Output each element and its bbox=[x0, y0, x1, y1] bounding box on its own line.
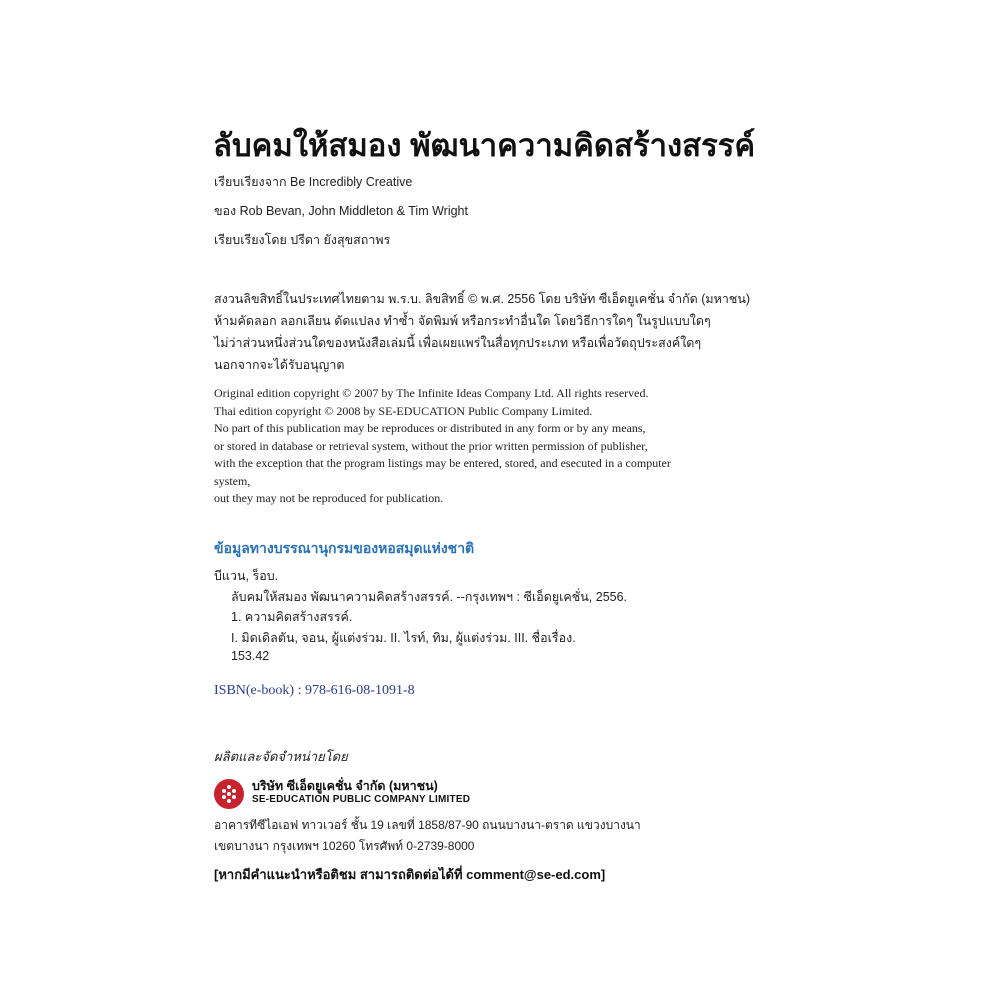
compiled-by: เรียบเรียงโดย ปรีดา ยังสุขสถาพร bbox=[214, 233, 391, 247]
publisher-name-thai: บริษัท ซีเอ็ดยูเคชั่น จำกัด (มหาชน) bbox=[252, 779, 438, 793]
thai-copyright-line: สงวนลิขสิทธิ์ในประเทศไทยตาม พ.ร.บ. ลิขสิทธิ์ © พ.ศ. 2556 โดย บริษัท ซีเอ็ดยูเคชั่น จำกัด (มหาชน) bbox=[214, 292, 751, 306]
thai-copyright-line: ไม่ว่าส่วนหนึ่งส่วนใดของหนังสือเล่มนี้ เพื่อเผยแพร่ในสื่อทุกประเภท หรือเพื่อวัตถุประสงค์ใดๆ bbox=[214, 336, 702, 350]
english-copyright-line: out they may not be reproduced for publication. bbox=[214, 491, 444, 505]
feedback-contact: [หากมีคำแนะนำหรือติชม สามารถติดต่อได้ที่ comment@se-ed.com] bbox=[214, 867, 606, 882]
isbn: ISBN(e-book) : 978-616-08-1091-8 bbox=[214, 683, 415, 698]
adapted-from: เรียบเรียงจาก Be Incredibly Creative bbox=[214, 175, 413, 189]
english-copyright-line: No part of this publication may be reproduces or distributed in any form or by any means, bbox=[214, 421, 646, 435]
cip-added-entries: I. มิดเดิลตัน, จอน, ผู้แต่งร่วม. II. ไรท์, ทิม, ผู้แต่งร่วม. III. ชื่อเรื่อง. bbox=[231, 631, 576, 645]
thai-copyright-notice bbox=[214, 288, 750, 376]
thai-copyright-line: ห้ามคัดลอก ลอกเลียน ดัดแปลง ทำซ้ำ จัดพิมพ์ หรือกระทำอื่นใด โดยวิธีการใดๆ ในรูปแบบใดๆ bbox=[214, 314, 711, 328]
english-copyright-line: system, bbox=[214, 473, 251, 488]
publisher-address-line-1: อาคารทีซีไอเอฟ ทาวเวอร์ ชั้น 19 เลขที่ 1858/87-90 ถนนบางนา-ตราด แขวงบางนา bbox=[214, 818, 641, 832]
cip-author-entry: บีแวน, ร็อบ. bbox=[214, 569, 279, 583]
cip-title-entry: ลับคมให้สมอง พัฒนาความคิดสร้างสรรค์. --กรุงเทพฯ : ซีเอ็ดยูเคชั่น, 2556. bbox=[231, 590, 628, 604]
english-copyright-line: Thai edition copyright © 2008 by SE-EDUCATION Public Company Limited. bbox=[214, 403, 593, 418]
cip-heading: ข้อมูลทางบรรณานุกรมของหอสมุดแห่งชาติ bbox=[214, 540, 475, 556]
publisher-name-english: SE-EDUCATION PUBLIC COMPANY LIMITED bbox=[252, 794, 471, 805]
book-title: ลับคมให้สมอง พัฒนาความคิดสร้างสรรค์ bbox=[213, 128, 756, 163]
english-copyright-line: Original edition copyright © 2007 by The Infinite Ideas Company Ltd. All rights reserved. bbox=[214, 386, 649, 400]
authors: ของ Rob Bevan, John Middleton & Tim Wright bbox=[214, 204, 468, 218]
cip-classification: 153.42 bbox=[231, 649, 270, 663]
cip-subject: 1. ความคิดสร้างสรรค์. bbox=[231, 610, 353, 624]
se-ed-logo-icon bbox=[214, 779, 244, 809]
distribution-label: ผลิตและจัดจำหน่ายโดย bbox=[214, 749, 348, 764]
publisher-address-line-2: เขตบางนา กรุงเทพฯ 10260 โทรศัพท์ 0-2739-8000 bbox=[214, 839, 475, 853]
english-copyright-notice bbox=[214, 385, 671, 508]
english-copyright-line: with the exception that the program listings may be entered, stored, and esecuted in a computer bbox=[214, 456, 671, 470]
thai-copyright-line: นอกจากจะได้รับอนุญาต bbox=[214, 358, 345, 372]
english-copyright-line: or stored in database or retrieval system, without the prior written permission of publisher, bbox=[214, 438, 648, 453]
